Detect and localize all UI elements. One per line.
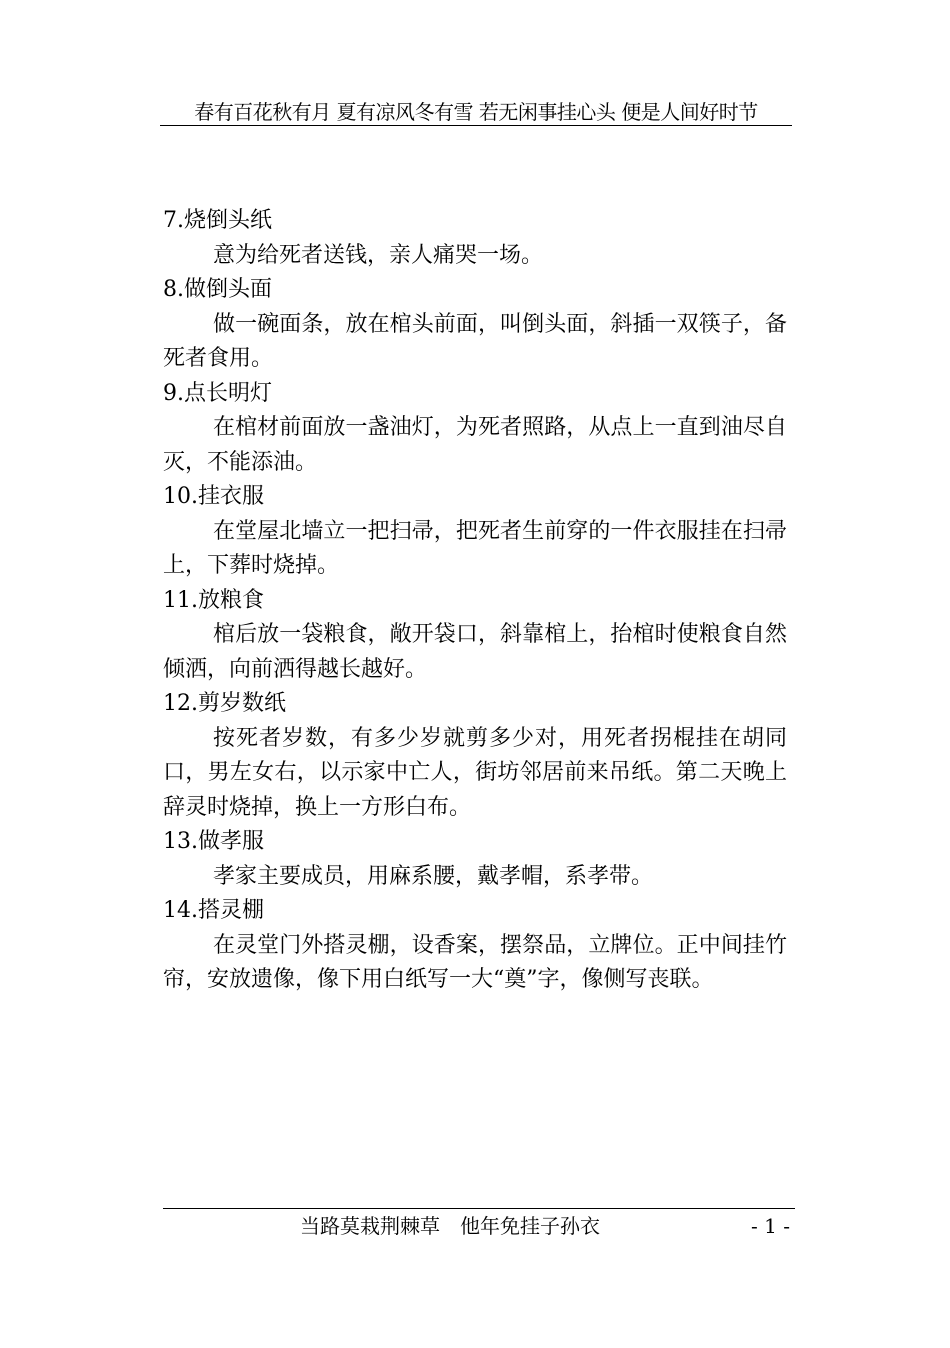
section-heading-10: 10.挂衣服: [163, 484, 264, 509]
section-body-7: 意为给死者送钱，亲人痛哭一场。: [213, 242, 544, 268]
footer-divider: [163, 1208, 795, 1209]
section-heading-8: 8.做倒头面: [163, 277, 272, 302]
section-heading-12: 12.剪岁数纸: [163, 691, 286, 716]
section-heading-14: 14.搭灵棚: [163, 898, 264, 923]
section-body-8: 做一碗面条，放在棺头前面，叫倒头面，斜插一双筷子，备死者食用。: [163, 311, 787, 371]
section-body-9: 在棺材前面放一盏油灯，为死者照路，从点上一直到油尽自灭，不能添油。: [163, 415, 787, 475]
section-body-11: 棺后放一袋粮食，敞开袋口，斜靠棺上，抬棺时使粮食自然倾洒，向前洒得越长越好。: [163, 622, 787, 682]
page-number: - 1 -: [751, 1214, 790, 1238]
section-heading-11: 11.放粮食: [163, 587, 264, 613]
section-heading-7: 7.烧倒头纸: [163, 208, 272, 233]
section-heading-9: 9.点长明灯: [163, 380, 272, 406]
section-body-13: 孝家主要成员，用麻系腰，戴孝帽，系孝带。: [213, 863, 654, 889]
section-body-10: 在堂屋北墙立一把扫帚，把死者生前穿的一件衣服挂在扫帚上，下葬时烧掉。: [163, 518, 787, 578]
section-heading-13: 13.做孝服: [163, 829, 264, 854]
section-body-12: 按死者岁数，有多少岁就剪多少对，用死者拐棍挂在胡同口，男左女右，以示家中亡人，街坊邻居前来吊纸。第二天晚上辞灵时烧掉，换上一方形白布。: [163, 725, 787, 820]
page-header: 春有百花秋有月 夏有凉风冬有雪 若无闲事挂心头 便是人间好时节: [194, 100, 758, 124]
footer-text: 当路莫栽荆棘草 他年免挂子孙衣: [300, 1214, 600, 1238]
document-body: [163, 204, 787, 998]
header-divider: [160, 125, 792, 126]
section-body-14: 在灵堂门外搭灵棚，设香案，摆祭品，立牌位。正中间挂竹帘，安放遗像，像下用白纸写一大“奠”字，像侧写丧联。: [163, 932, 787, 992]
